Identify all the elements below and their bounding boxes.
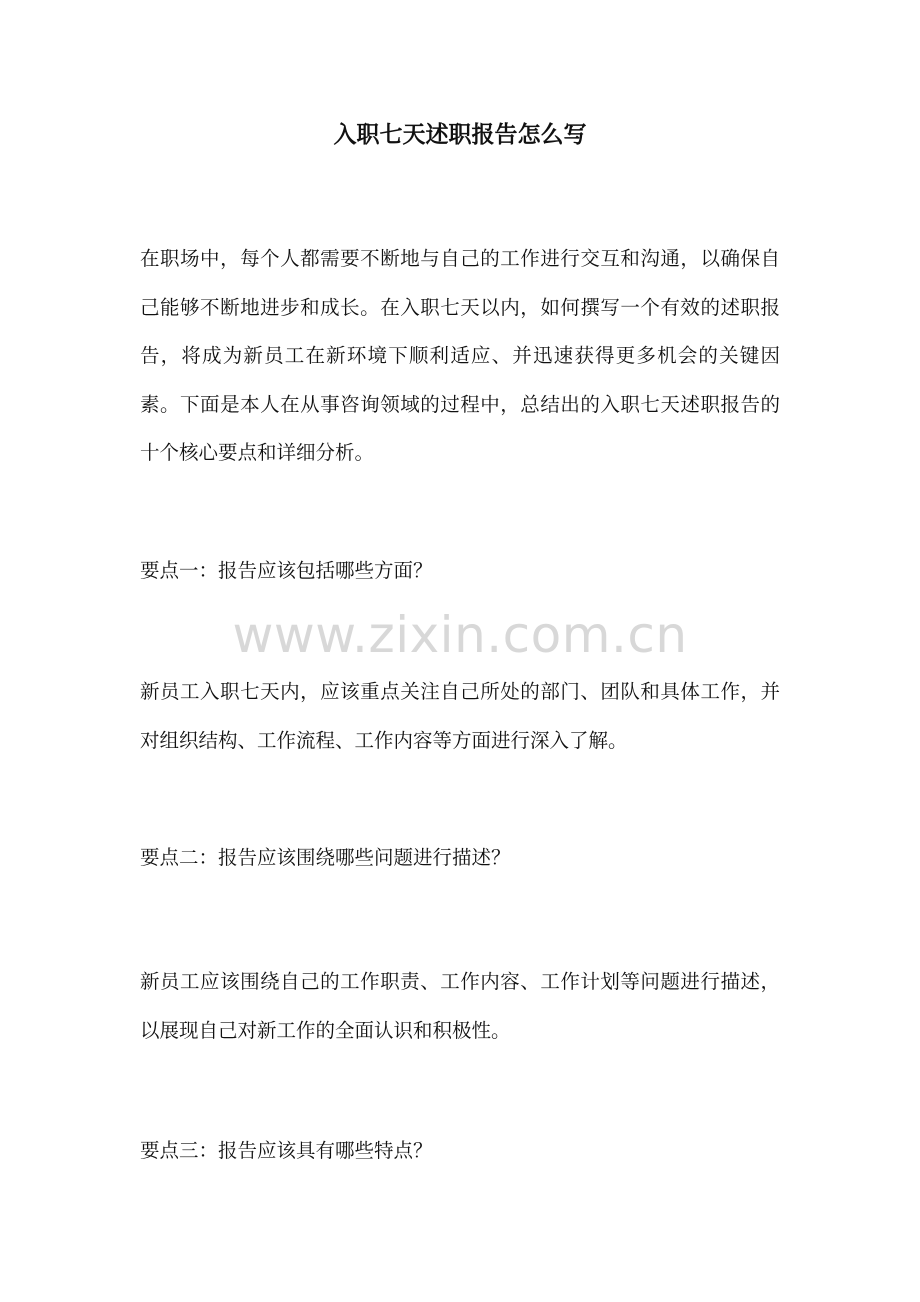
intro-paragraph: 在职场中，每个人都需要不断地与自己的工作进行交互和沟通，以确保自己能够不断地进步和成长。在入职七天以内，如何撰写一个有效的述职报告，将成为新员工在新环境下顺利适应、并迅速获得更多机会的关键因素。下面是本人在从事咨询领域的过程中，总结出的入职七天述职报告的十个核心要点和详细分析。 <box>140 247 780 464</box>
section-body-2: 新员工应该围绕自己的工作职责、工作内容、工作计划等问题进行描述，以展现自己对新工作的全面认识和积极性。 <box>140 970 780 1042</box>
section-body-1: 新员工入职七天内，应该重点关注自己所处的部门、团队和具体工作，并对组织结构、工作流程、工作内容等方面进行深入了解。 <box>140 680 780 752</box>
document-title: 入职七天述职报告怎么写 <box>333 121 587 148</box>
section-heading-1: 要点一：报告应该包括哪些方面？ <box>140 559 433 582</box>
section-heading-3: 要点三：报告应该具有哪些特点？ <box>140 1139 433 1162</box>
section-heading-2: 要点二：报告应该围绕哪些问题进行描述？ <box>140 846 511 869</box>
watermark: www.zixin.com.cn <box>232 606 688 664</box>
